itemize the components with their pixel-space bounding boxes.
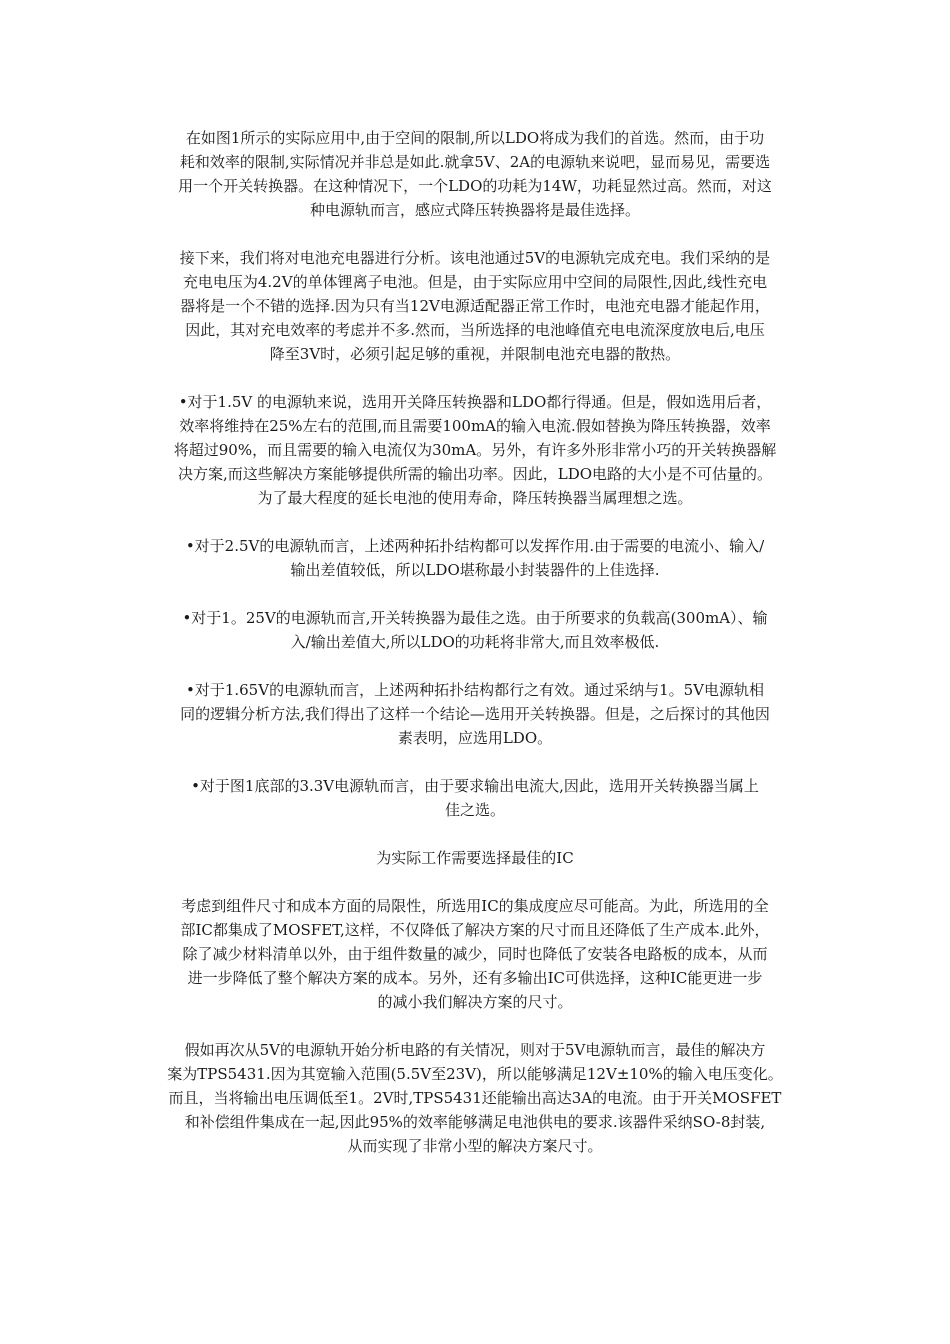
- bullet-1-65v-rail: •对于1.65V的电源轨而言，上述两种拓扑结构都行之有效。通过采纳与1。5V电源轨相 同的逻辑分析方法,我们得出了这样一个结论—选用开关转换器。但是，之后探讨的其他因 素表明，应选用LDO。: [180, 681, 770, 747]
- document-body: [143, 126, 807, 1182]
- paragraph-integration: 考虑到组件尺寸和成本方面的局限性，所选用IC的集成度应尽可能高。为此，所选用的全 部IC都集成了MOSFET,这样，不仅降低了解决方案的尺寸而且还降低了生产成本.此外， 除了减少材料清单以外，由于组件数量的减少，同时也降低了安装各电路板的成本，从而 进一步降低了整个解决方案的成本。另外，还有多输出IC可供选择，这种IC能更进一步 的减小我们解决方案的尺寸。: [180, 897, 770, 1011]
- paragraph-ldo-choice: 在如图1所示的实际应用中,由于空间的限制,所以LDO将成为我们的首选。然而，由于功 耗和效率的限制,实际情况并非总是如此.就拿5V、2A的电源轨来说吧，显而易见，需要选 用一个开关转换器。在这种情况下，一个LDO的功耗为14W，功耗显然过高。然而，对这 种电源轨而言，感应式降压转换器将是最佳选择。: [178, 129, 772, 219]
- bullet-3-3v-rail: •对于图1底部的3.3V电源轨而言，由于要求输出电流大,因此，选用开关转换器当属上 佳之选。: [191, 777, 759, 819]
- bullet-2-5v-rail: •对于2.5V的电源轨而言，上述两种拓扑结构都可以发挥作用.由于需要的电流小、输入/ 输出差值较低，所以LDO堪称最小封装器件的上佳选择.: [185, 537, 765, 579]
- section-heading: 为实际工作需要选择最佳的IC: [376, 849, 574, 867]
- bullet-1-5v-rail: •对于1.5V 的电源轨来说，选用开关降压转换器和LDO都行得通。但是，假如选用后者， 效率将维持在25%左右的范围,而且需要100mA的输入电流.假如替换为降压转换器，效率 将超过90%，而且需要的输入电流仅为30mA。另外，有许多外形非常小巧的开关转换器解 决方案,而这些解决方案能够提供所需的输出功率。因此，LDO电路的大小是不可估量的。 为了最大程度的延长电池的使用寿命，降压转换器当属理想之选。: [173, 393, 777, 507]
- paragraph-battery-charger: 接下来，我们将对电池充电器进行分析。该电池通过5V的电源轨完成充电。我们采纳的是 充电电压为4.2V的单体锂离子电池。但是，由于实际应用中空间的局限性,因此,线性充电 器将是一个不错的选择.因为只有当12V电源适配器正常工作时，电池充电器才能起作用， 因此，其对充电效率的考虑并不多.然而，当所选择的电池峰值充电电流深度放电后,电压 降至3V时，必须引起足够的重视，并限制电池充电器的散热。: [179, 249, 771, 363]
- paragraph-tps5431: 假如再次从5V的电源轨开始分析电路的有关情况，则对于5V电源轨而言，最佳的解决方 案为TPS5431.因为其宽输入范围(5.5V至23V)，所以能够满足12V±10%的输入电压变化。 而且，当将输出电压调低至1。2V时,TPS5431还能输出高达3A的电流。由于开关MOSFET 和补偿组件集成在一起,因此95%的效率能够满足电池供电的要求.该器件采纳SO-8封装, 从而实现了非常小型的解决方案尺寸。: [167, 1041, 783, 1155]
- bullet-1-25v-rail: •对于1。25V的电源轨而言,开关转换器为最佳之选。由于所要求的负载高(300mA）、输 入/输出差值大,所以LDO的功耗将非常大,而且效率极低.: [182, 609, 768, 651]
